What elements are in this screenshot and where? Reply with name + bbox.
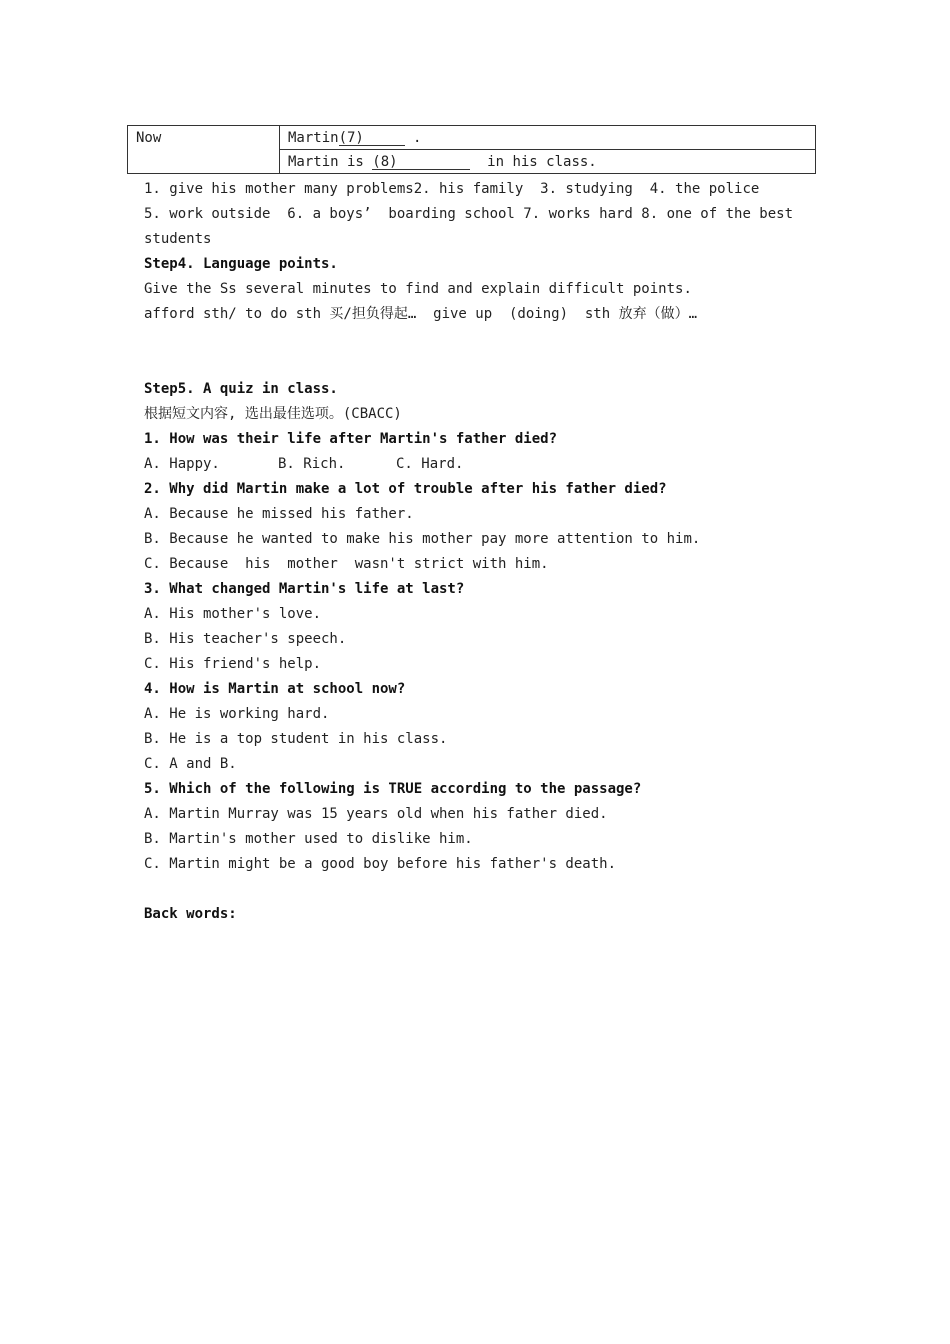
option-c: C. A and B. xyxy=(144,756,237,772)
spacer xyxy=(144,327,824,377)
answer-line-2: 5. work outside 6. a boys’ boarding school 7. works hard 8. one of the best xyxy=(144,206,794,222)
option-c: C. His friend's help. xyxy=(144,656,322,672)
option-a: A. Because he missed his father. xyxy=(144,506,414,522)
blank-7: (7) xyxy=(339,131,405,146)
answer-line-3: students xyxy=(144,231,212,247)
spacer xyxy=(144,877,824,902)
option-b: B. He is a top student in his class. xyxy=(144,731,448,747)
back-words-label: Back words: xyxy=(144,906,237,922)
option-c: C. Martin might be a good boy before his father's death. xyxy=(144,856,617,872)
question-4: 4. How is Martin at school now? xyxy=(144,681,406,697)
question-5: 5. Which of the following is TRUE according to the passage? xyxy=(144,781,642,797)
row1-suffix: . xyxy=(404,129,422,146)
summary-table xyxy=(127,125,816,174)
row1-prefix: Martin xyxy=(288,129,339,146)
step5-heading: Step5. A quiz in class. xyxy=(144,381,338,397)
option-b: B. Martin's mother used to dislike him. xyxy=(144,831,473,847)
table-cell-row2 xyxy=(280,150,816,174)
option-c: C. Hard. xyxy=(396,456,464,472)
answer-line-1: 1. give his mother many problems2. his family 3. studying 4. the police xyxy=(144,181,760,197)
blank-8: (8) xyxy=(372,155,470,170)
step4-instruction: Give the Ss several minutes to find and explain difficult points. xyxy=(144,281,692,297)
step5-instruction: 根据短文内容, 选出最佳选项。(CBACC) xyxy=(144,406,402,422)
question-2: 2. Why did Martin make a lot of trouble after his father died? xyxy=(144,481,667,497)
step4-heading: Step4. Language points. xyxy=(144,256,338,272)
row2-prefix: Martin is xyxy=(288,153,373,170)
main-content xyxy=(144,177,824,927)
table-row xyxy=(128,126,816,150)
option-a: A. He is working hard. xyxy=(144,706,330,722)
option-a: A. Martin Murray was 15 years old when his father died. xyxy=(144,806,608,822)
option-b: B. His teacher's speech. xyxy=(144,631,347,647)
option-b: B. Because he wanted to make his mother pay more attention to him. xyxy=(144,531,701,547)
question-1-options xyxy=(144,452,824,477)
table-cell-row1 xyxy=(280,126,816,150)
option-c: C. Because his mother wasn't strict with him. xyxy=(144,556,549,572)
table-left-label: Now xyxy=(128,126,280,174)
option-b: B. Rich. xyxy=(278,456,346,472)
row2-suffix: in his class. xyxy=(470,153,597,170)
step4-phrases: afford sth/ to do sth 买/担负得起… give up (doing) sth 放弃（做）… xyxy=(144,306,698,322)
question-3: 3. What changed Martin's life at last? xyxy=(144,581,465,597)
option-a: A. Happy. xyxy=(144,456,220,472)
option-a: A. His mother's love. xyxy=(144,606,322,622)
question-1: 1. How was their life after Martin's father died? xyxy=(144,431,558,447)
